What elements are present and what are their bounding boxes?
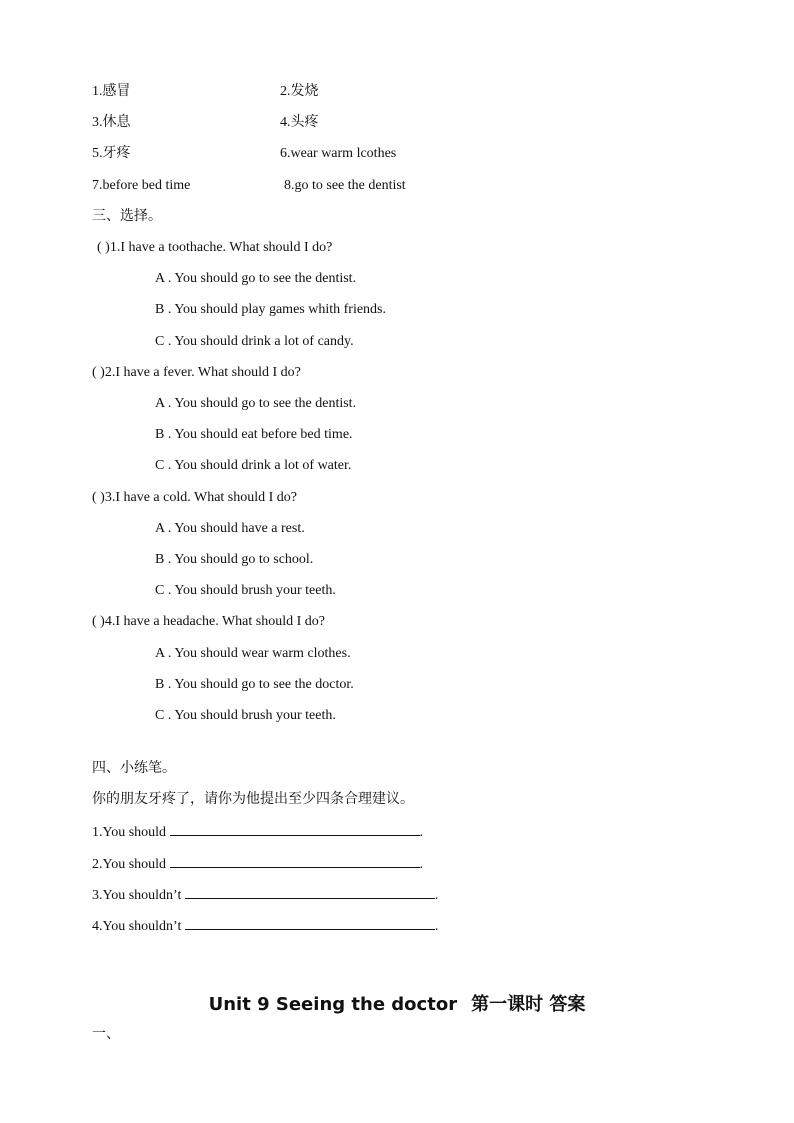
option-a: A . You should have a rest. (155, 521, 305, 536)
writing-end: . (434, 919, 439, 934)
writing-prefix: 4.You shouldn’t (92, 919, 182, 934)
option-c: C . You should brush your teeth. (155, 708, 336, 723)
section-heading-choice: 三、选择。 (92, 208, 162, 224)
question-stem: ( )4.I have a headache. What should I do? (92, 614, 325, 629)
answer-blank[interactable] (185, 884, 435, 899)
writing-line (92, 884, 438, 905)
answer-blank[interactable] (185, 915, 435, 930)
option-a: A . You should go to see the dentist. (155, 271, 357, 286)
option-c: C . You should drink a lot of candy. (155, 334, 354, 349)
writing-end: . (419, 857, 424, 872)
writing-line (92, 821, 423, 842)
vocab-item: 1.感冒 (92, 84, 131, 99)
vocab-item: 3.休息 (92, 115, 131, 130)
question-stem: ( )2.I have a fever. What should I do? (92, 365, 301, 380)
question-stem: ( )1.I have a toothache. What should I do? (97, 240, 333, 255)
option-b: B . You should go to see the doctor. (155, 677, 354, 692)
writing-prefix: 1.You should (92, 825, 167, 840)
option-c: C . You should brush your teeth. (155, 583, 336, 598)
answer-key-title (0, 990, 794, 1016)
vocab-item: 7.before bed time (92, 178, 191, 193)
vocab-item: 6.wear warm lcothes (280, 146, 397, 161)
vocab-item: 2.发烧 (280, 84, 319, 99)
writing-line (92, 915, 438, 936)
vocab-item: 5.牙疼 (92, 146, 131, 161)
option-a: A . You should go to see the dentist. (155, 396, 357, 411)
answer-section-one: 一、 (92, 1026, 120, 1042)
option-c: C . You should drink a lot of water. (155, 458, 352, 473)
section-heading-writing: 四、小练笔。 (92, 760, 176, 776)
option-a: A . You should wear warm clothes. (155, 646, 351, 661)
writing-line (92, 853, 423, 874)
answer-title-cn: 第一课时 答案 (471, 994, 586, 1015)
option-b: B . You should play games whith friends. (155, 302, 386, 317)
answer-blank[interactable] (170, 821, 420, 836)
answer-title-en: Unit 9 Seeing the doctor (208, 994, 458, 1015)
writing-instruction: 你的朋友牙疼了，请你为他提出至少四条合理建议。 (92, 791, 414, 807)
question-stem: ( )3.I have a cold. What should I do? (92, 490, 298, 505)
option-b: B . You should go to school. (155, 552, 314, 567)
option-b: B . You should eat before bed time. (155, 427, 353, 442)
writing-end: . (419, 825, 424, 840)
writing-end: . (434, 888, 439, 903)
vocab-item: 8.go to see the dentist (284, 178, 406, 193)
writing-prefix: 2.You should (92, 857, 167, 872)
vocab-item: 4.头疼 (280, 115, 319, 130)
writing-prefix: 3.You shouldn’t (92, 888, 182, 903)
answer-blank[interactable] (170, 853, 420, 868)
